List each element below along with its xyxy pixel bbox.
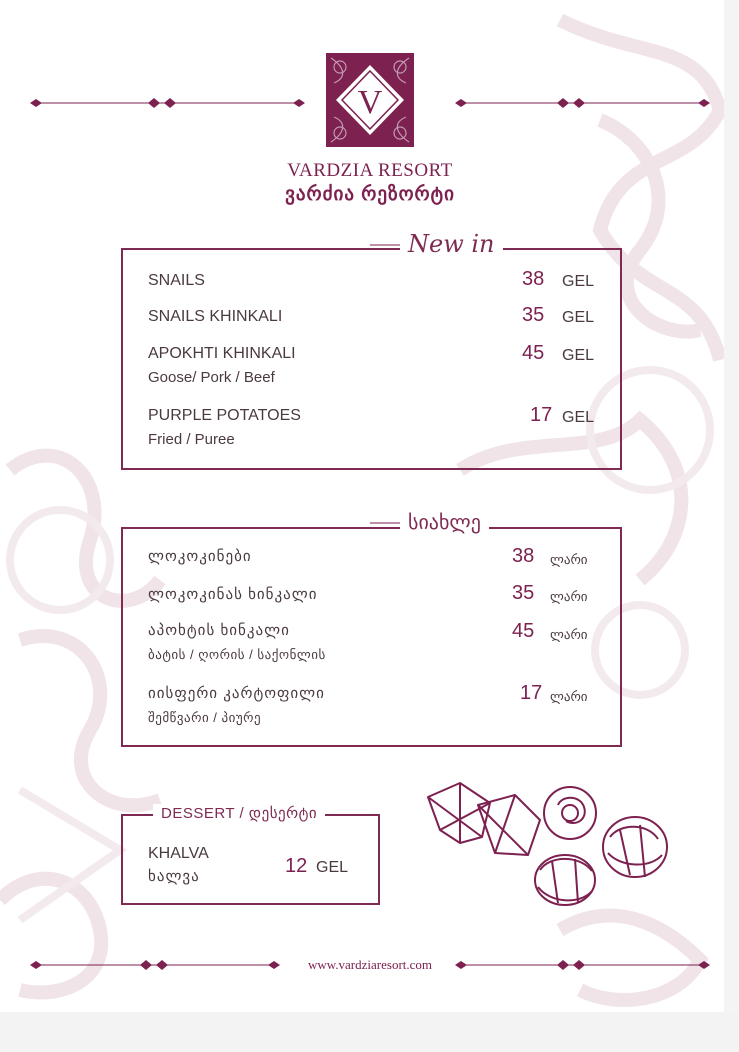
item-price: 45	[512, 620, 535, 642]
item-name: SNAILS KHINKALI	[148, 308, 283, 325]
menu-item	[148, 621, 326, 663]
item-price: 17	[530, 404, 553, 426]
item-currency: GEL	[562, 273, 595, 290]
item-description: Fried / Puree	[148, 431, 235, 448]
ornament-divider-icon	[370, 518, 400, 528]
item-name: SNAILS	[148, 272, 205, 289]
item-description: ბატის / ღორის / საქონლის	[148, 647, 326, 662]
item-name: იისფერი კარტოფილი	[148, 685, 325, 702]
brand-name-georgian: ვარძია რეზორტი	[285, 184, 455, 205]
menu-item	[148, 547, 252, 565]
item-currency: ლარი	[550, 627, 588, 642]
item-currency: GEL	[316, 859, 349, 876]
menu-item	[148, 585, 318, 603]
new-in-georgian-title: სიახლე	[400, 510, 489, 534]
brand-name: VARDZIA RESORT	[287, 160, 453, 181]
item-description: Goose/ Pork / Beef	[148, 369, 275, 386]
item-currency: ლარი	[550, 589, 588, 604]
logo-monogram-icon	[326, 53, 414, 147]
new-in-title: New in	[400, 230, 503, 258]
snail-illustration-icon	[420, 775, 680, 910]
item-name: PURPLE POTATOES	[148, 407, 301, 424]
item-price: 17	[520, 682, 543, 704]
item-price: 35	[522, 304, 545, 326]
item-currency: GEL	[562, 309, 595, 326]
menu-item	[148, 272, 205, 290]
dessert-title: DESSERT / დესერტი	[153, 804, 325, 822]
item-name: ლოკოკინას ხინკალი	[148, 586, 318, 603]
item-price: 45	[522, 342, 545, 364]
item-price: 38	[512, 545, 535, 567]
item-name: KHALVA	[148, 845, 209, 862]
ornament-divider-icon	[455, 96, 710, 110]
item-name-georgian: ხალვა	[148, 868, 200, 885]
menu-item	[148, 345, 296, 386]
item-currency: ლარი	[550, 689, 588, 704]
ornament-divider-icon	[455, 958, 710, 972]
svg-text:V: V	[357, 84, 383, 121]
item-price: 12	[285, 855, 308, 877]
ornament-divider-icon	[370, 240, 400, 250]
item-currency: GEL	[562, 347, 595, 364]
menu-item	[148, 845, 209, 885]
item-name: ლოკოკინები	[148, 548, 252, 565]
page-bottom-margin	[0, 1012, 739, 1052]
item-description: შემწვარი / პიურე	[148, 710, 262, 725]
item-name: APOKHTI KHINKALI	[148, 345, 296, 362]
item-name: აპოხტის ხინკალი	[148, 622, 290, 639]
menu-item	[148, 684, 325, 726]
item-price: 38	[522, 268, 545, 290]
ornament-divider-icon	[30, 958, 280, 972]
item-price: 35	[512, 582, 535, 604]
menu-item	[148, 407, 301, 448]
item-currency: ლარი	[550, 552, 588, 567]
website-link[interactable]: www.vardziaresort.com	[307, 957, 433, 972]
menu-item	[148, 308, 282, 326]
item-currency: GEL	[562, 409, 595, 426]
ornament-divider-icon	[30, 96, 305, 110]
